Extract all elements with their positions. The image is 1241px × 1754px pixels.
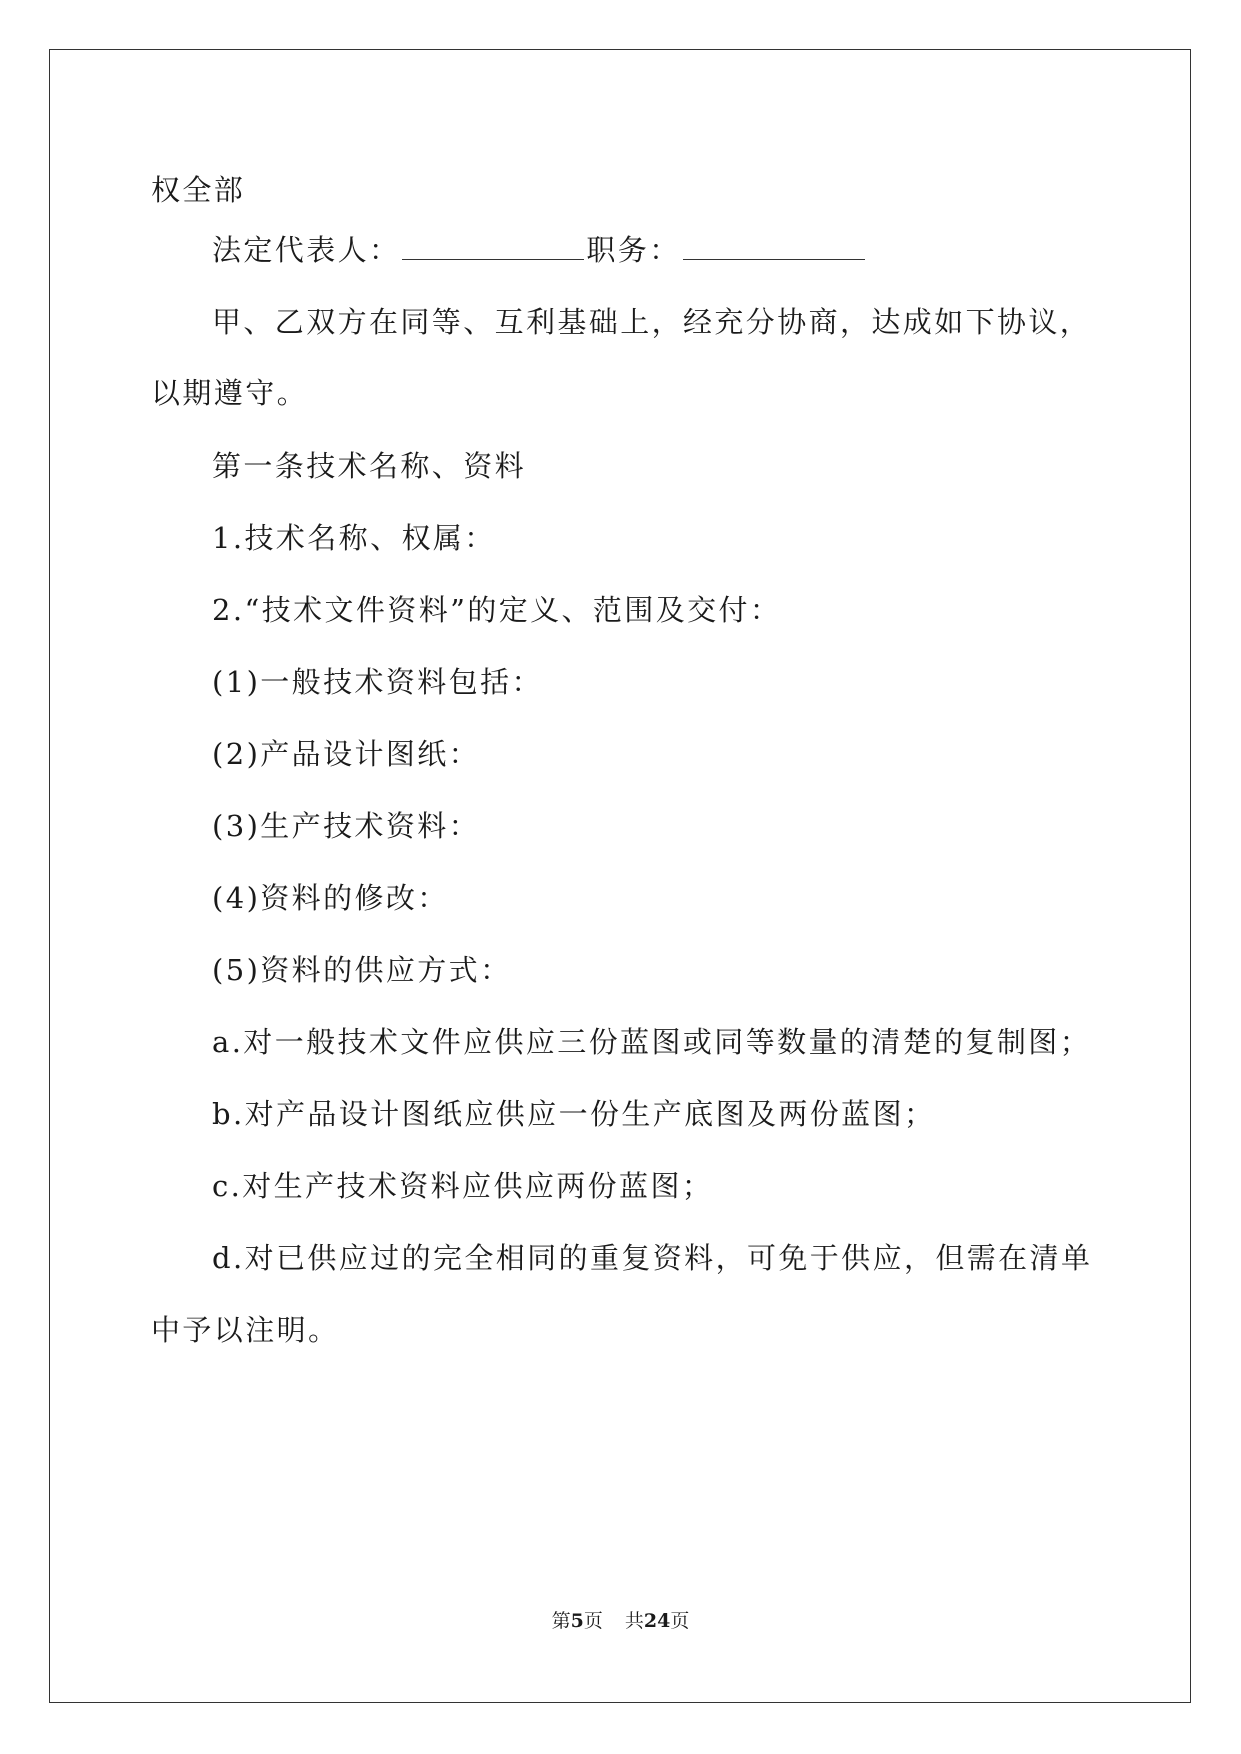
subitem-d-line-2: 中予以注明。 <box>151 1313 340 1347</box>
total-suffix: 页 <box>670 1610 690 1632</box>
position-label: 职务： <box>586 233 681 267</box>
subitem-d-line-1: d.对已供应过的完全相同的重复资料，可免于供应，但需在清单 <box>212 1241 1093 1275</box>
text-line-carryover: 权全部 <box>151 173 246 207</box>
subitem-b: b.对产品设计图纸应供应一份生产底图及两份蓝图； <box>212 1097 936 1131</box>
total-pages: 24 <box>643 1610 671 1632</box>
paragraph-agreement-line-1: 甲、乙双方在同等、互利基础上，经充分协商，达成如下协议， <box>212 305 1092 339</box>
page-border <box>49 49 1191 1703</box>
legal-representative-blank <box>402 233 584 260</box>
item-1: (1)一般技术资料包括： <box>212 665 543 699</box>
item-5: (5)资料的供应方式： <box>212 953 512 987</box>
item-3: (3)生产技术资料： <box>212 809 481 843</box>
subitem-a: a.对一般技术文件应供应三份蓝图或同等数量的清楚的复制图； <box>212 1025 1092 1059</box>
item-2: (2)产品设计图纸： <box>212 737 481 771</box>
page-prefix: 第 <box>551 1610 571 1632</box>
article-1-heading: 第一条技术名称、资料 <box>212 449 527 483</box>
page-number: 5 <box>570 1610 584 1632</box>
subitem-c: c.对生产技术资料应供应两份蓝图； <box>212 1169 714 1203</box>
clause-2: 2.“技术文件资料”的定义、范围及交付： <box>212 593 782 627</box>
item-4: (4)资料的修改： <box>212 881 449 915</box>
page-footer <box>0 1609 1241 1633</box>
paragraph-agreement-line-2: 以期遵守。 <box>151 376 309 410</box>
legal-representative-line <box>212 230 867 270</box>
total-prefix: 共 <box>624 1610 644 1632</box>
clause-1: 1.技术名称、权属： <box>212 521 496 555</box>
position-blank <box>683 233 865 260</box>
page-suffix: 页 <box>583 1610 603 1632</box>
legal-representative-label: 法定代表人： <box>212 233 401 267</box>
